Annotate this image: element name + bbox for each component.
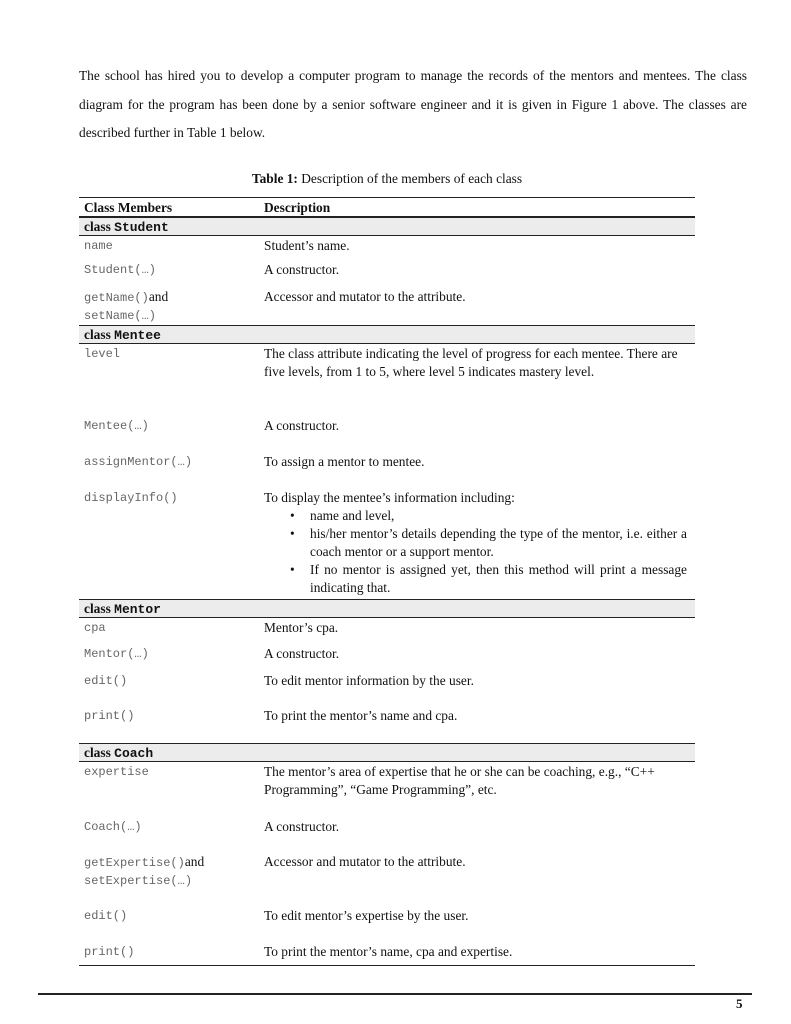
class-section-student xyxy=(79,217,695,236)
member-name: Mentor(…) xyxy=(84,647,149,661)
class-name: Mentor xyxy=(114,602,161,617)
table-row xyxy=(79,672,695,707)
member-description: To print the mentor’s name and cpa. xyxy=(264,708,458,723)
class-section-mentor xyxy=(79,599,695,618)
table-row xyxy=(79,344,695,417)
member-accessor: getName() xyxy=(84,291,149,305)
table-row xyxy=(79,453,695,489)
member-description: Mentor’s cpa. xyxy=(264,620,339,635)
member-name: edit() xyxy=(84,674,128,688)
table-caption xyxy=(79,171,695,187)
class-name: Mentee xyxy=(114,328,161,343)
member-description: The mentor’s area of expertise that he or she can be coaching, e.g., “C++ Programming”, “Game Programming”, etc. xyxy=(264,764,655,797)
table-row xyxy=(79,261,695,288)
member-name: displayInfo() xyxy=(84,491,178,505)
member-description: Accessor and mutator to the attribute. xyxy=(264,854,466,869)
member-description xyxy=(264,489,695,599)
member-description: To assign a mentor to mentee. xyxy=(264,454,425,469)
member-description: A constructor. xyxy=(264,418,340,433)
member-description: The class attribute indicating the level of progress for each mentee. There are five levels, from 1 to 5, where level 5 indicates mastery level. xyxy=(264,346,678,379)
footer-divider xyxy=(38,993,752,995)
bullet-item: • If no mentor is assigned yet, then this method will print a message indicating that. xyxy=(310,561,687,597)
member-name: print() xyxy=(84,945,135,959)
class-keyword: class xyxy=(84,219,111,234)
member-description: To print the mentor’s name, cpa and expertise. xyxy=(264,944,513,959)
member-description: To edit mentor information by the user. xyxy=(264,673,474,688)
member-description: A constructor. xyxy=(264,819,340,834)
table-row xyxy=(79,288,695,325)
table-row xyxy=(79,818,695,853)
member-description: Accessor and mutator to the attribute. xyxy=(264,289,466,304)
member-name: Coach(…) xyxy=(84,820,142,834)
class-keyword: class xyxy=(84,327,111,342)
member-mutator: setExpertise(…) xyxy=(84,874,193,888)
table-row xyxy=(79,645,695,672)
member-name: Mentee(…) xyxy=(84,419,149,433)
table-header-row xyxy=(79,198,695,217)
member-name: edit() xyxy=(84,909,128,923)
member-description: Student’s name. xyxy=(264,238,350,253)
member-accessor: getExpertise() xyxy=(84,856,185,870)
member-description: To edit mentor’s expertise by the user. xyxy=(264,908,469,923)
member-name: expertise xyxy=(84,765,149,779)
member-name: level xyxy=(84,347,121,361)
table-row xyxy=(79,489,695,599)
member-name: assignMentor(…) xyxy=(84,455,193,469)
column-header-members: Class Members xyxy=(84,200,173,215)
table-caption-text: Description of the members of each class xyxy=(297,171,523,186)
member-description: A constructor. xyxy=(264,646,340,661)
table-caption-label: Table 1: xyxy=(251,171,298,186)
class-section-mentee xyxy=(79,325,695,344)
bullet-item: • his/her mentor’s details depending the type of the mentor, i.e. either a coach mentor or a support mentor. xyxy=(310,525,687,561)
member-name: Student(…) xyxy=(84,263,157,277)
class-section-coach xyxy=(79,743,695,762)
class-keyword: class xyxy=(84,601,111,616)
member-name: name xyxy=(84,239,113,253)
member-description: A constructor. xyxy=(264,262,340,277)
member-joiner: and xyxy=(184,854,205,869)
class-name: Student xyxy=(114,220,169,235)
bullet-item: • name and level, xyxy=(310,507,687,525)
table-row xyxy=(79,417,695,453)
table-row xyxy=(79,236,695,261)
member-joiner: and xyxy=(148,289,169,304)
member-name: cpa xyxy=(84,621,106,635)
member-mutator: setName(…) xyxy=(84,309,157,323)
member-name xyxy=(79,853,264,907)
table-row xyxy=(79,853,695,907)
table-row xyxy=(79,943,695,965)
page-number: 5 xyxy=(736,996,743,1011)
member-description-text: To display the mentee’s information including: xyxy=(264,490,515,505)
table-row xyxy=(79,907,695,943)
intro-paragraph: The school has hired you to develop a computer program to manage the records of the mentors and mentees. The class diagram for the program has been done by a senior software engineer and it is given in Figure 1 above. The classes are described further in Table 1 below. xyxy=(79,68,747,140)
table-row xyxy=(79,707,695,743)
class-name: Coach xyxy=(114,746,154,761)
class-keyword: class xyxy=(84,745,111,760)
members-table xyxy=(79,197,695,966)
table-row xyxy=(79,762,695,818)
bullet-list xyxy=(264,507,687,597)
member-name xyxy=(79,288,264,325)
column-header-description: Description xyxy=(264,200,331,215)
table-row xyxy=(79,618,695,645)
member-name: print() xyxy=(84,709,135,723)
